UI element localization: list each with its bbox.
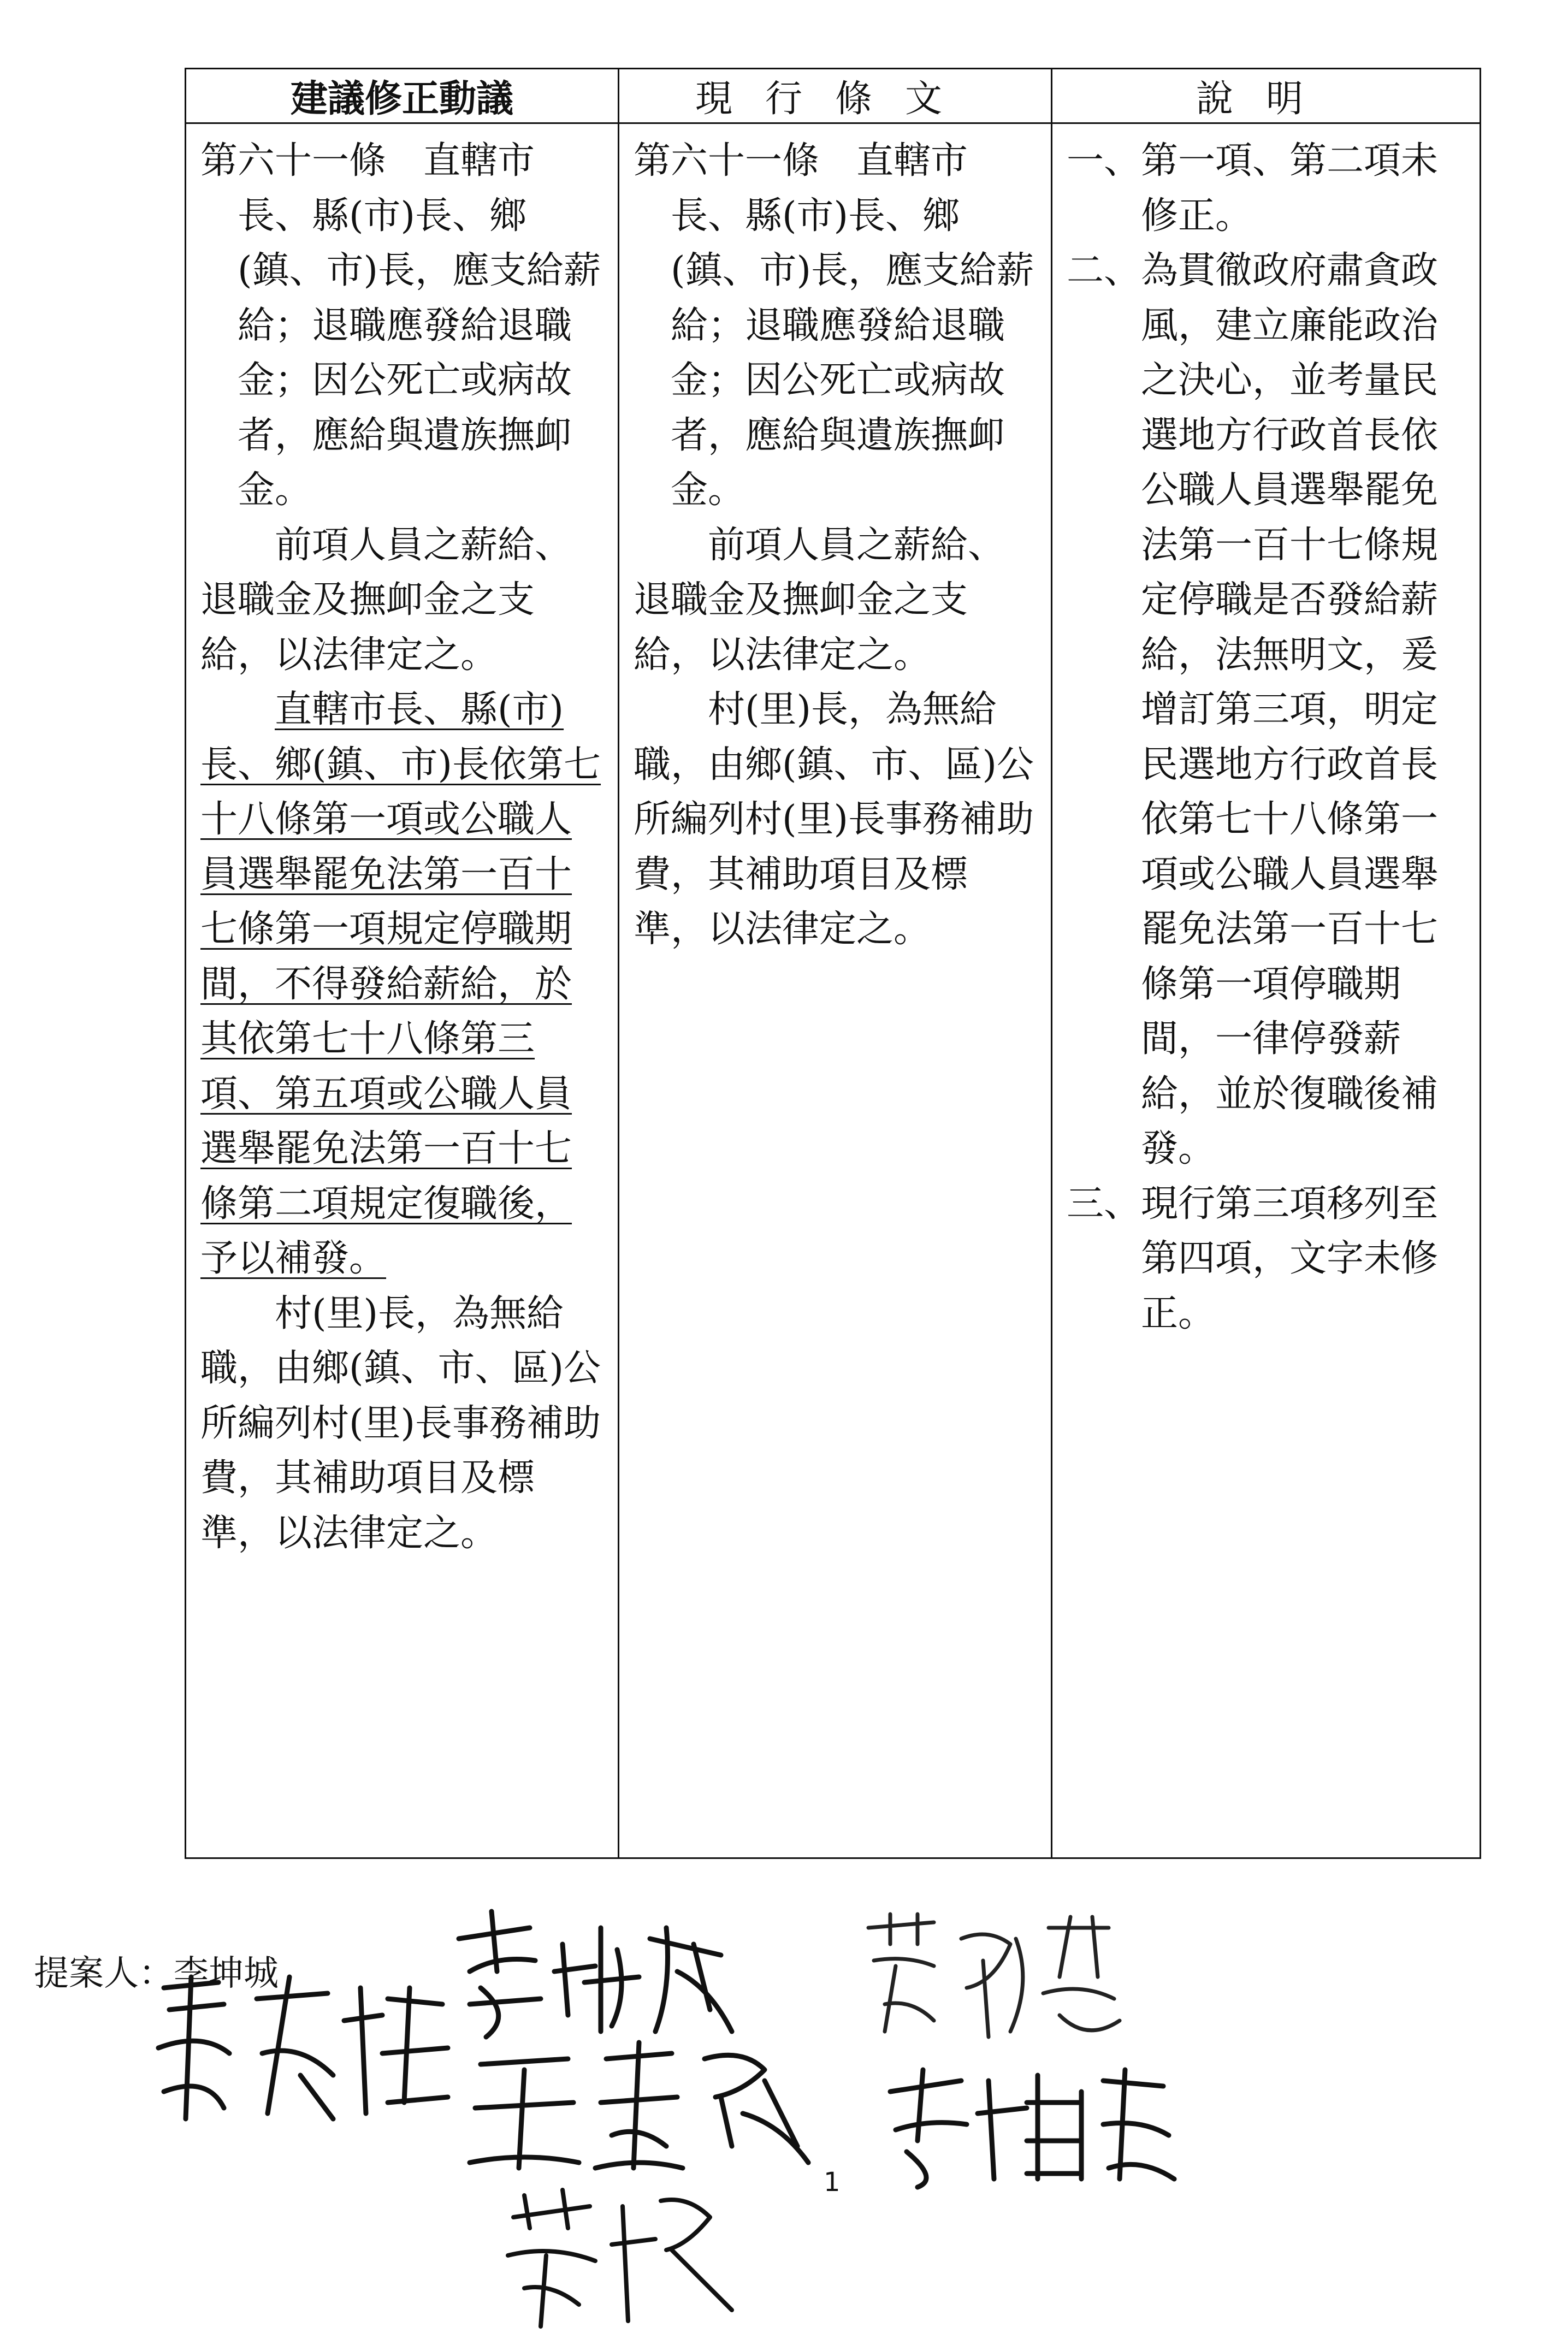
signature-3 (852, 1906, 1136, 2048)
signature-6 (492, 2179, 743, 2332)
proposed-para-3-underlined: 直轄市長、縣(市)長、鄉(鎮、市)長依第七十八條第一項或公職人員選舉罷免法第一百十七條第一項規定停職期間，不得發給薪給，於其依第七十八條第三項、第五項或公職人員選舉罷免法第一百十七條第二項規定復職後，予以補發。 (200, 688, 601, 1280)
proposer-label: 提案人：李坤城 (34, 1953, 279, 1994)
note-number: 一、 (1067, 139, 1141, 182)
proposed-para-2: 前項人員之薪給、退職金及撫卹金之支給，以法律定之。 (200, 523, 572, 677)
header-notes: 說明 (1052, 69, 1481, 123)
current-para-1: 第六十一條 直轄市長、縣(市)長、鄉(鎮、市)長，應支給薪給；退職應發給退職金；因公死亡或病故者，應給與遺族撫卹金。 (634, 139, 1034, 512)
header-current: 現行條文 (619, 69, 1052, 123)
note-number: 二、 (1067, 249, 1141, 292)
note-text: 第一項、第二項未修正。 (1141, 139, 1439, 238)
header-proposed: 建議修正動議 (186, 69, 619, 123)
current-cell (619, 123, 1052, 1858)
note-item (1067, 244, 1466, 1177)
amendment-table (185, 68, 1481, 1859)
signature-5 (874, 2059, 1180, 2190)
page-number: 1 (824, 2167, 841, 2198)
proposed-para-4: 村(里)長，為無給職，由鄉(鎮、市、區)公所編列村(里)長事務補助費，其補助項目及標準，以法律定之。 (200, 1292, 601, 1555)
signature-4 (459, 2037, 819, 2174)
note-text: 為貫徹政府肅貪政風，建立廉能政治之決心，並考量民選地方行政首長依公職人員選舉罷免法第一百十七條規定停職是否發給薪給，法無明文，爰增訂第三項，明定民選地方行政首長依第七十八條第一項或公職人員選舉罷免法第一百十七條第一項停職期間，一律停發薪給，並於復職後補發。 (1141, 249, 1439, 1170)
content-row (186, 123, 1481, 1858)
proposed-cell (186, 123, 619, 1858)
signature-2 (137, 1966, 453, 2130)
note-item (1067, 1177, 1466, 1342)
notes-list (1067, 134, 1466, 1341)
current-para-2: 前項人員之薪給、退職金及撫卹金之支給，以法律定之。 (634, 523, 1005, 677)
note-text: 現行第三項移列至第四項，文字未修正。 (1141, 1182, 1439, 1335)
note-number: 三、 (1067, 1182, 1141, 1225)
current-para-3: 村(里)長，為無給職，由鄉(鎮、市、區)公所編列村(里)長事務補助費，其補助項目及標準，以法律定之。 (634, 688, 1034, 951)
header-row (186, 69, 1481, 123)
proposed-para-3 (200, 683, 605, 1287)
notes-cell (1052, 123, 1481, 1858)
signature-1 (437, 1906, 743, 2048)
proposed-para-1: 第六十一條 直轄市長、縣(市)長、鄉(鎮、市)長，應支給薪給；退職應發給退職金；因公死亡或病故者，應給與遺族撫卹金。 (200, 139, 601, 512)
note-item (1067, 134, 1466, 244)
